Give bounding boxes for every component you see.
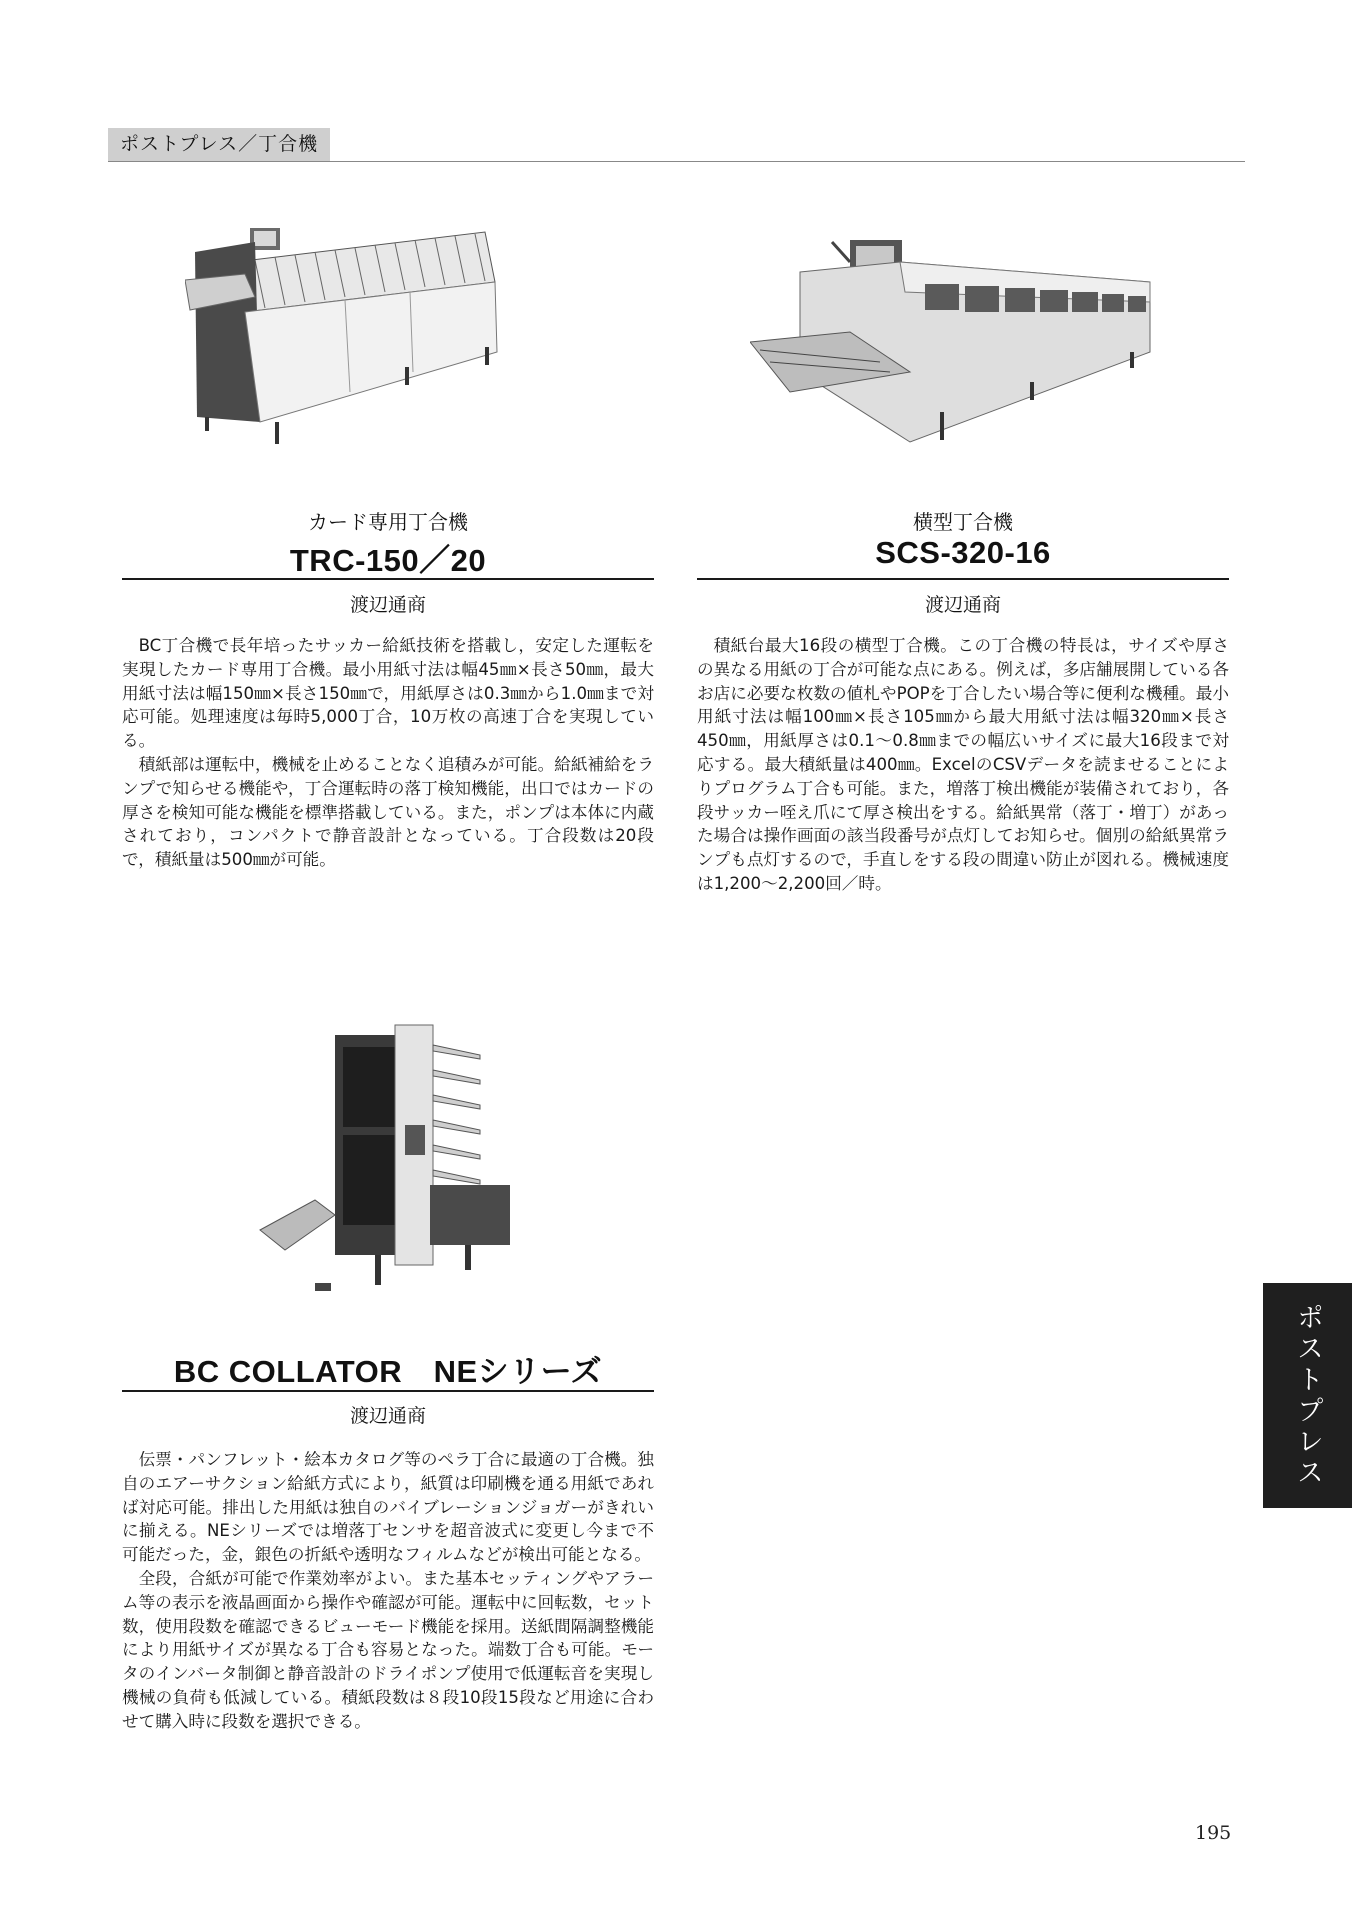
description-paragraph: BC丁合機で長年培ったサッカー給紙技術を搭載し，安定した運転を実現したカード専用丁合機。最小用紙寸法は幅45㎜×長さ50㎜，最大用紙寸法は幅150㎜×長さ150㎜で，用紙厚さは0.3㎜から1.0㎜まで対応可能。処理速度は毎時5,000丁合，10万枚の高速丁合を実現している。 <box>122 636 654 751</box>
maker-name: 渡辺通商 <box>349 1405 426 1427</box>
product-description <box>122 1448 654 1734</box>
product-description <box>122 634 654 872</box>
side-tab-label: ポストプレス <box>1292 1302 1323 1489</box>
section-label: ポストプレス／丁合機 <box>108 128 330 161</box>
page-number: 195 <box>1195 1822 1232 1844</box>
product-rule <box>697 578 1229 580</box>
side-index-tab <box>1263 1283 1352 1508</box>
description-paragraph: 積紙台最大16段の横型丁合機。この丁合機の特長は，サイズや厚さの異なる用紙の丁合が可能な点にある。例えば，多店舗展開している各お店に必要な枚数の値札やPOPを丁合したい場合等に便利な機種。最小用紙寸法は幅100㎜×長さ105㎜から最大用紙寸法は幅320㎜×長さ450㎜，用紙厚さは0.1～0.8㎜までの幅広いサイズに最大16段まで対応する。最大積紙量は400㎜。ExcelのCSVデータを読ませることによりプログラム丁合も可能。また，増落丁検出機能が装備されており，各段サッカー咥え爪にて厚さ検出をする。給紙異常（落丁・増丁）があった場合は操作画面の該当段番号が点灯してお知らせ。個別の給紙異常ランプも点灯するので，手直しをする段の間違い防止が図れる。機械速度は1,200～2,200回／時。 <box>697 636 1229 893</box>
product-category: 横型丁合機 <box>913 510 1013 534</box>
description-paragraph: 積紙部は運転中，機械を止めることなく追積みが可能。給紙補給をランプで知らせる機能や，丁合運転時の落丁検知機能，出口ではカードの厚さを検知可能な機能を標準搭載している。また，ポンプは本体に内蔵されており，コンパクトで静音設計となっている。丁合段数は20段で，積紙量は500㎜が可能。 <box>122 754 654 870</box>
product-rule <box>122 578 654 580</box>
product-name: SCS-320-16 <box>875 535 1051 570</box>
product-name: TRC-150／20 <box>289 543 487 578</box>
description-paragraph: 全段，合紙が可能で作業効率がよい。また基本セッティングやアラーム等の表示を液晶画面から操作や確認が可能。運転中に回転数，セット数，使用段数を確認できるビューモード機能を採用。送紙間隔調整機能により用紙サイズが異なる丁合も容易となった。端数丁合も可能。モータのインバータ制御と静音設計のドライポンプ使用で低運転音を実現し機械の負荷も低減している。積紙段数は８段10段15段など用途に合わせて購入時に段数を選択できる。 <box>122 1568 654 1731</box>
product-photo-trc <box>185 222 605 468</box>
product-name: BC COLLATOR NEシリーズ <box>173 1354 603 1389</box>
product-description <box>697 634 1229 896</box>
header-rule <box>108 161 1245 162</box>
description-paragraph: 伝票・パンフレット・絵本カタログ等のペラ丁合に最適の丁合機。独自のエアーサクション給紙方式により，紙質は印刷機を通る用紙であれば対応可能。排出した用紙は独自のバイブレーションジョガーがきれいに揃える。NEシリーズでは増落丁センサを超音波式に変更し今まで不可能だった，金，銀色の折紙や透明なフィルムなどが検出可能となる。 <box>122 1450 654 1565</box>
product-category: カード専用丁合機 <box>308 510 468 534</box>
maker-name: 渡辺通商 <box>924 594 1001 616</box>
product-photo-bc-collator <box>255 1015 525 1297</box>
product-rule <box>122 1390 654 1392</box>
maker-name: 渡辺通商 <box>349 594 426 616</box>
product-photo-scs <box>750 222 1170 468</box>
